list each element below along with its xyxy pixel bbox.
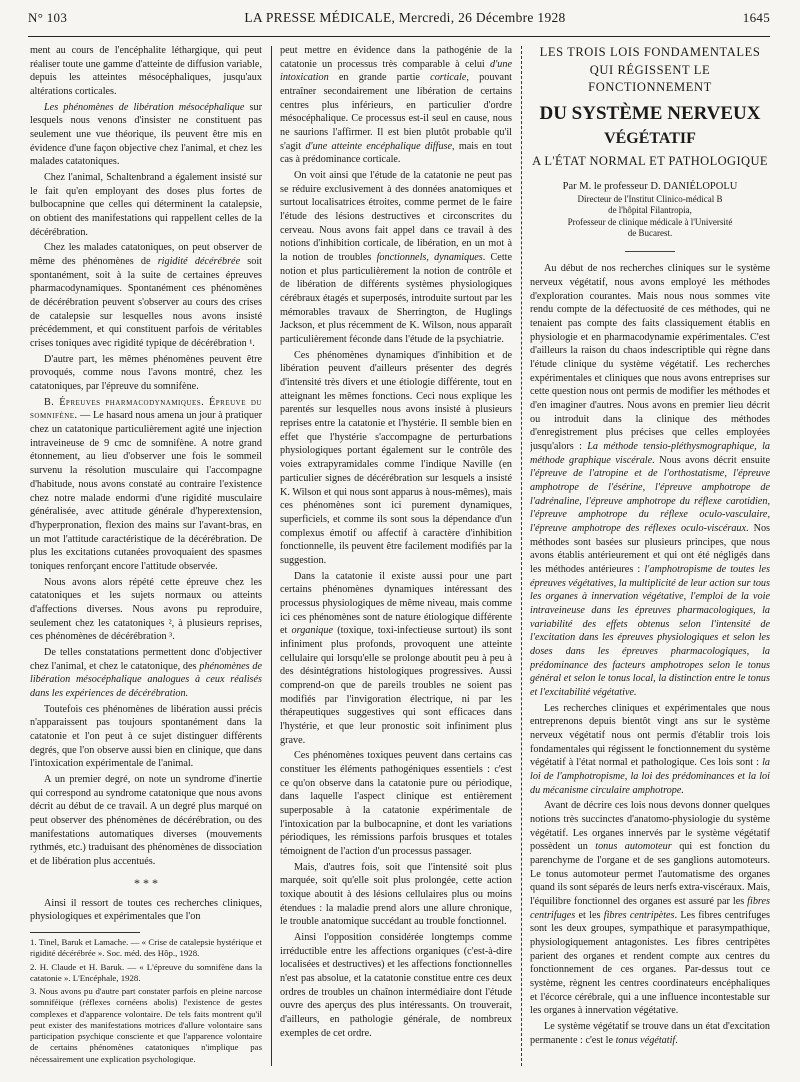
section-heading-paragraph: B. Épreuves pharmacodynamiques. Épreuve du somnifène. — Le hasard nous amena un jour à pratiquer chez un catatonique particulièrement agité une injection intraveineuse de 9 cmc de somnifène. A notre grand étonnement, au lieu d'observer une fois le sommeil survenu la résolution musculaire qui l'accompagne d'habitude, nous avons constaté au contraire l'existence chez notre malade endormi d'une rigidité musculaire généralisée, avec attitude générale d'hyperextension, d'hyperpronation, flexion des mains sur l'avant-bras, en un mot l'attitude caractéristique de la décérébration. De plus les excitations cutanées provoquaient des spasmes toniques renforçant encore l'attitude observée. — [30, 396, 262, 572]
column-3 — [530, 44, 770, 1068]
author-affiliation: de l'hôpital Filantropia, — [608, 205, 692, 216]
paragraph: peut mettre en évidence dans la pathogénie de la catatonie un processus très comparable à celui d'une intoxication en grande partie corticale, pouvant entraîner secondairement une libération de certains centres plus inférieurs, en particulier d'ordre mésocéphalique. Ce processus est-il seul en cause, nous ne saurions l'affirmer. Il est bien plutôt probable qu'il s'agit d'une atteinte encéphalique diffuse, mais en tout cas à prédominance corticale. — [280, 45, 512, 166]
journal-title-date: LA PRESSE MÉDICALE, Mercredi, 26 Décembre 1928 — [244, 10, 566, 25]
page-header — [28, 10, 770, 37]
paragraph: Les phénomènes de libération mésocéphalique sur lesquels nous venons d'insister ne constituent pas seulement une vue théorique, ils peuvent être mis en évidence d'une façon objective chez l'animal, et chez les malades catatoniques. — [30, 101, 262, 168]
column-2 — [280, 44, 512, 1068]
paragraph: Toutefois ces phénomènes de libération aussi précis n'apparaissent pas toujours spontanément dans la catatonie et l'on peut à ce sujet distinguer différents degrés, que l'on observe aussi bien en clinique, que dans l'intoxication expérimentale de l'animal. — [30, 703, 262, 770]
paragraph: Nous avons alors répété cette épreuve chez les catatoniques et les sujets normaux ou atteints d'affections diverses. Nous avons pu reproduire, seulement chez les catatoniques ², à plusieurs reprises, ces phénomènes de décérébration ³. — [30, 576, 262, 643]
paragraph: D'autre part, les mêmes phénomènes peuvent être provoqués, comme nous l'avons montré, chez les catatoniques, par l'épreuve du somnifène. — [30, 353, 262, 393]
footnote: 1. Tinel, Baruk et Lamache. — « Crise de catalepsie hystérique et rigidité décérébrée ». Soc. méd. des Hôp., 1928. — [30, 937, 262, 959]
author-affiliation: Professeur de clinique médicale à l'Université — [567, 216, 733, 227]
paragraph: Les recherches cliniques et expérimentales que nous entreprenons depuis bientôt vingt ans sur le système nerveux végétatif nous ont permis d'établir trois lois fondamentales qui régissent le fonctionnement du système végétatif à l'état normal et pathologique. Ces lois sont : la loi de l'amphotropisme, la loi des prédominances et la loi du mécanisme circulaire amphotrope. — [530, 702, 770, 796]
paragraph: Avant de décrire ces lois nous devons donner quelques notions très succinctes d'anatomo-physiologie du système végétatif. Les organes innervés par le système végétatif possèdent un tonus automoteur qui est fonction du parenchyme de l'organe et de ses ganglions automoteurs. Le tonus automoteur permet l'automatisme des organes quand ils sont séparés de leurs nerfs extra-viscéraux. Mais, l'équilibre fonctionnel des organes est assuré par les fibres centrifuges et les fibres centripètes. Les fibres centrifuges sont les deux groupes, sympathique et parasympathique, physiologiquement antagonistes. Les fibres centripètes parient des organes et rendent compte aux centres du fonctionnement de ces organes. Par-dessus tout ce système, règnent les centres coordinateurs encéphaliques et l'écorce cérébrale, qui a une influence incontestable sur les organes à innervation végétative. — [530, 800, 770, 1017]
paragraph: Ces phénomènes toxiques peuvent dans certains cas constituer les éléments pathogéniques essentiels : c'est ce qu'on observe dans la catatonie pure ou périodique, dans laquelle l'aspect clinique est entièrement superposable à la catatonie expérimentale de l'intoxication par la bulbocapnine, et dont les variations périodiques, les rémissions parfois brusques et totales témoignent de l'action d'un processus passager. — [280, 750, 512, 857]
paragraph: Chez les malades catatoniques, on peut observer de même des phénomènes de rigidité décérébrée soit spontanément, soit à la suite de certaines épreuves pharmacodynamiques. Spontanément ces phénomènes de décérébration peuvent s'observer au cours des crises de catalepsie sur lesquelles nous avons insisté précédemment, et qui constituent parfois de véritables crises toniques avec rigidité typique de décérébration ¹. — [30, 242, 262, 350]
column-rule-2 — [521, 46, 522, 1066]
paragraph: Ces phénomènes dynamiques d'inhibition et de libération peuvent d'ailleurs présenter des degrés d'intensité très divers et une étiologie différente, tout en atteignant les mêmes fonctions. Ceci nous explique les parentés sur lesquelles nous avons insisté à plusieurs reprises entre la catatonie et l'hystérie. Il semble bien en effet que l'hystérie s'accompagne de perturbations physiologiques portant également sur le contrôle des voies extrapyramidales comme l'indique Naville (en particulier signes de décérébration sur lesquels a insisté K. Wilson et qui nous sont apparus à nous-mêmes), mais ces phénomènes sont ici purement dynamiques, superficiels, et comme ils sont sous la dépendance d'un complexus émotif ou affectif à caractère d'inhibition fonctionnelle, ils peuvent être facilement modifiés par la suggestion. — [280, 349, 512, 566]
page-number: 1645 — [742, 10, 770, 25]
column-rule-1 — [271, 46, 272, 1066]
author-affiliation: Directeur de l'Institut Clinico-médical B — [577, 194, 723, 205]
paragraph: Le système végétatif se trouve dans un état d'excitation permanente : c'est le tonus végétatif. — [530, 1021, 770, 1046]
paragraph: Ainsi il ressort de toutes ces recherches cliniques, physiologiques et expérimentales que l'on — [30, 897, 262, 923]
paragraph: Au début de nos recherches cliniques sur le système nerveux végétatif, nous avons employé les méthodes d'exploration courantes. Mais nous nous sommes vite rendu compte de la défectuosité de ces méthodes, qui ne tenaient pas compte des faits classiquement établis en physiologie et en pharmacodynamie expérimentales. C'est d'ailleurs la raison du chaos indescriptible qui règne dans l'étude clinique du système végétatif. Les recherches expérimentales et cliniques que nous avons entreprises sur cette question nous ont permis de modifier les méthodes et d'en imaginer d'autres. Nous avons en premier lieu décrit ou introduit dans la clinique des méthodes d'enregistrement plus précises que celles employées jusqu'alors : La méthode tensio-pléthysmographique, la méthode graphique viscérale. Nous avons décrit ensuite l'épreuve de l'atropine et de l'orthostatisme, l'épreuve amphotrope de l'ésérine, l'épreuve amphotrope de l'adrénaline, l'épreuve amphotrope du réflexe carotidien, l'épreuve amphotrope du réflexe oculo-vasculaire, l'épreuve amphotrope des réflexes oculo-viscéraux. Nos méthodes sont basées sur plusieurs principes, que nous avons établis antérieurement et qui ont été négligés dans les méthodes antérieures : l'amphotropisme de toutes les épreuves végétatives, la multiplicité de leur action sur tous les organes à innervation végétative, l'emploi de la voie intraveineuse dans les épreuves pharmacologiques, la variabilité des effets obtenus selon l'intensité de l'excitation dans les épreuves physiologiques et selon les doses dans les épreuves pharmacologiques, la prédominance des facteurs amphotropes selon le tonus général et selon le tonus local, la distinction entre le tonus et l'excitabilité végétative. — [530, 263, 770, 699]
paragraph: Chez l'animal, Schaltenbrand a également insisté sur le fait qu'en employant des doses plus fortes de bulbocapnine que celles qui déterminent la catalepsie, on obtient des manifestations qui rappellent celles de la décérébration. — [30, 172, 262, 238]
footnote-rule — [30, 932, 140, 933]
paragraph: ment au cours de l'encéphalite léthargique, qui peut réaliser toute une gamme d'atteinte de diffusion variable, depuis les atteintes mésocéphaliques, jusqu'aux altérations corticales. — [30, 45, 262, 98]
issue-number: N° 103 — [28, 10, 68, 25]
footnote: 3. Nous avons pu d'autre part constater parfois en pleine narcose somniféique (réflexes cornéens abolis) l'existence de gestes complexes et d'apparence volontaire. De tels faits montrent qu'il peut exister des manifestations motrices d'allure volontaire sans participation psychique consciente et que l'apparence volontaire de certains phénomènes catatoniques n'implique pas nécessairement une explication psychologique. — [30, 986, 262, 1064]
footnote: 2. H. Claude et H. Baruk. — « L'épreuve du somnifène dans la catatonie ». L'Encéphale, 1928. — [30, 961, 262, 983]
author-affiliation: de Bucarest. — [627, 227, 673, 238]
article-title-main: DU SYSTÈME NERVEUX — [539, 102, 761, 124]
paragraph: A un premier degré, on note un syndrome d'inertie qui correspond au syndrome catatonique que nous avons décrit au début de ce travail. A un degré plus marqué on peut observer des phénomènes de décérébration, ou des manifestations automatiques diverses (mouvements rythmés, etc.) traduisant des phénomènes de dissociation et de libération plus accentués. — [30, 773, 262, 867]
column-1 — [30, 44, 262, 1068]
paragraph: De telles constatations permettent donc d'objectiver chez l'animal, et chez le catatonique, des phénomènes de libération mésocéphalique analogues à ceux réalisés dans les expériences de décérébration. — [30, 646, 262, 699]
article-author: Par M. le professeur D. DANIÉLOPOLU — [562, 181, 738, 193]
article-title-sub: VÉGÉTATIF — [604, 129, 696, 147]
title-rule — [625, 251, 675, 252]
paragraph: Ainsi l'opposition considérée longtemps comme irréductible entre les affections organiques (c'est-à-dire localisées et destructives) et les affections fonctionnelles n'est pas absolue, et la catatonie constitue entre ces deux ordres de troubles un chaînon intermédiaire dont l'étude ouvre des aperçus des plus intéressants. On trouverait, d'ailleurs, en pathologie générale, de nombreux exemples de cet ordre. — [280, 932, 512, 1039]
paragraph: Dans la catatonie il existe aussi pour une part certains phénomènes dynamiques intéressant des processus physiologiques de même niveau, mais comme ici ces phénomènes sont de nature étiologique différente et organique (toxique, toxi-infectieuse surtout) ils sont infiniment plus profonds, provoquent une atteinte cellulaire qui lorsqu'elle se prolonge aboutit peu à peu à des désintégrations histologiques progressives. Aussi comprend-on que de pareils troubles ne soient pas modifiés par l'invigoration électrique, ni par les thérapeutiques suggestives qui sont efficaces dans l'hystérie, et que leur pronostic soit infiniment plus grave. — [280, 570, 512, 746]
paragraph: Mais, d'autres fois, soit que l'intensité soit plus marquée, soit qu'elle soit plus prolongée, cette action toxique aboutit à des lésions cellulaires plus ou moins étendues : la maladie prend alors une allure chronique, le trouble anatomique succédant au trouble fonctionnel. — [280, 861, 512, 928]
paragraph: On voit ainsi que l'étude de la catatonie ne peut pas se réduire exclusivement à des données anatomiques et surtout localisatrices étroites, comme permet de le faire l'étude des lésions destructives et circonscrites du cerveau. Nous avons fait appel dans ce travail à des notions d'inhibition corticale, de libération, en un mot à la notion de troubles fonctionnels, dynamiques. Cette notion et plus particulièrement la notion de contrôle et de libération de différents systèmes physiologiques cérébraux étagés et superposés, introduite surtout par les mémorables travaux de Sherrington, de Huglings Jackson, et plus récemment de K. Wilson, nous apparaît particulièrement féconde dans l'étude de la psychiatrie. — [280, 170, 512, 346]
article-title-line-5: A L'ÉTAT NORMAL ET PATHOLOGIQUE — [532, 154, 768, 169]
section-divider-stars: * * * — [134, 875, 158, 890]
article-title-line-1: LES TROIS LOIS FONDAMENTALES — [539, 45, 761, 59]
article-title-line-2: QUI RÉGISSENT LE FONCTIONNEMENT — [588, 62, 712, 94]
